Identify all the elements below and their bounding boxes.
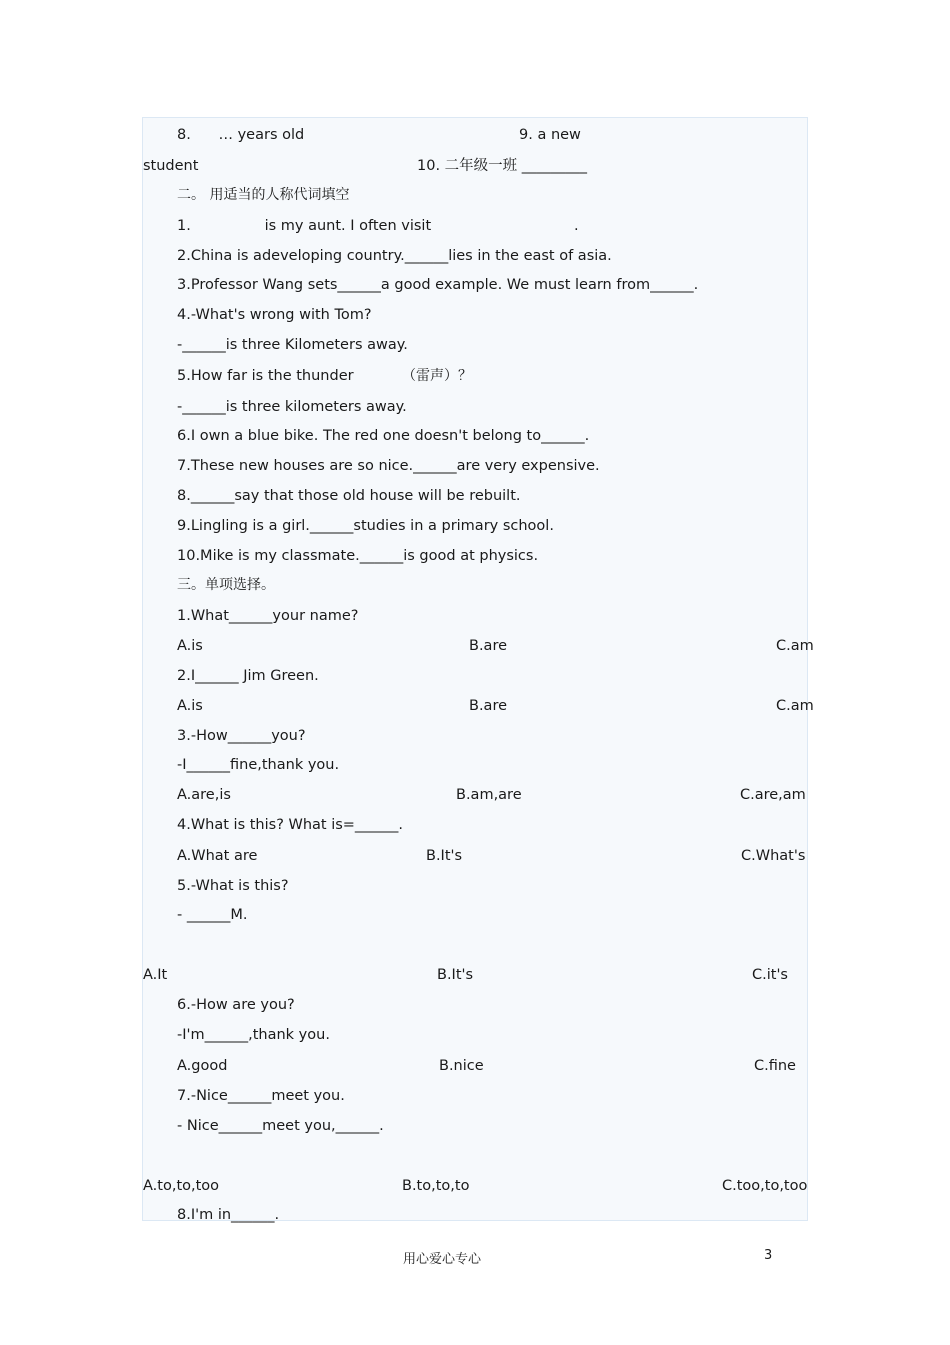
text-line: -I'm______,thank you. <box>177 1027 330 1043</box>
option-b: B.It's <box>437 967 474 983</box>
text-line: 6.-How are you? <box>177 997 295 1013</box>
option-c: C.it's <box>752 967 788 983</box>
section-heading: 二。 用适当的人称代词填空 <box>177 187 350 203</box>
option-b: B.are <box>469 638 508 654</box>
text-line: - ______M. <box>177 907 248 923</box>
option-b: B.nice <box>439 1058 484 1074</box>
text-line: student <box>143 158 199 174</box>
text-line: 3.Professor Wang sets______a good example. We must learn from______. <box>177 277 699 293</box>
option-c: C.am <box>776 638 814 654</box>
option-c: C.What's <box>741 848 806 864</box>
text-line: 10. 二年级一班 _________ <box>417 158 588 174</box>
text-line: 1. is my aunt. I often visit . <box>177 218 579 234</box>
text-line: 8.______say that those old house will be rebuilt. <box>177 488 521 504</box>
option-c: C.fine <box>754 1058 796 1074</box>
option-c: C.too,to,too <box>722 1178 808 1194</box>
option-b: B.am,are <box>456 787 522 803</box>
text-line: 10.Mike is my classmate.______is good at physics. <box>177 548 539 564</box>
option-b: B.It's <box>426 848 463 864</box>
text-line: 1.What______your name? <box>177 608 359 624</box>
option-c: C.am <box>776 698 814 714</box>
page-number: 3 <box>764 1248 773 1263</box>
text-line: 4.-What's wrong with Tom? <box>177 307 372 323</box>
text-line: 4.What is this? What is=______. <box>177 817 404 833</box>
option-a: A.are,is <box>177 787 231 803</box>
footer-text: 用心爱心专心 <box>403 1252 482 1267</box>
option-a: A.is <box>177 698 203 714</box>
text-line: -______is three kilometers away. <box>177 399 407 415</box>
text-line: -I______fine,thank you. <box>177 757 340 773</box>
option-a: A.What are <box>177 848 258 864</box>
section-heading: 三。单项选择。 <box>177 577 275 593</box>
text-line: 5.-What is this? <box>177 878 289 894</box>
option-a: A.good <box>177 1058 228 1074</box>
text-line: -______is three Kilometers away. <box>177 337 408 353</box>
option-b: B.to,to,to <box>402 1178 470 1194</box>
text-line: 7.These new houses are so nice.______are very expensive. <box>177 458 600 474</box>
option-c: C.are,am <box>740 787 806 803</box>
text-line: 5.How far is the thunder <box>177 368 354 384</box>
option-a: A.to,to,too <box>143 1178 220 1194</box>
option-a: A.It <box>143 967 168 983</box>
text-line: 6.I own a blue bike. The red one doesn't belong to______. <box>177 428 590 444</box>
option-a: A.is <box>177 638 203 654</box>
text-line: 8.I'm in______. <box>177 1207 280 1223</box>
option-b: B.are <box>469 698 508 714</box>
text-line: 9.Lingling is a girl.______studies in a primary school. <box>177 518 554 534</box>
text-line: 2.China is adeveloping country.______lies in the east of asia. <box>177 248 612 264</box>
text-line: 7.-Nice______meet you. <box>177 1088 345 1104</box>
text-line: - Nice______meet you,______. <box>177 1118 384 1134</box>
text-line: 3.-How______you? <box>177 728 306 744</box>
text-line: 9. a new <box>519 127 581 143</box>
text-line: （雷声）？ <box>402 368 472 384</box>
text-line: 2.I______ Jim Green. <box>177 668 319 684</box>
text-line: 8. … years old <box>177 127 305 143</box>
